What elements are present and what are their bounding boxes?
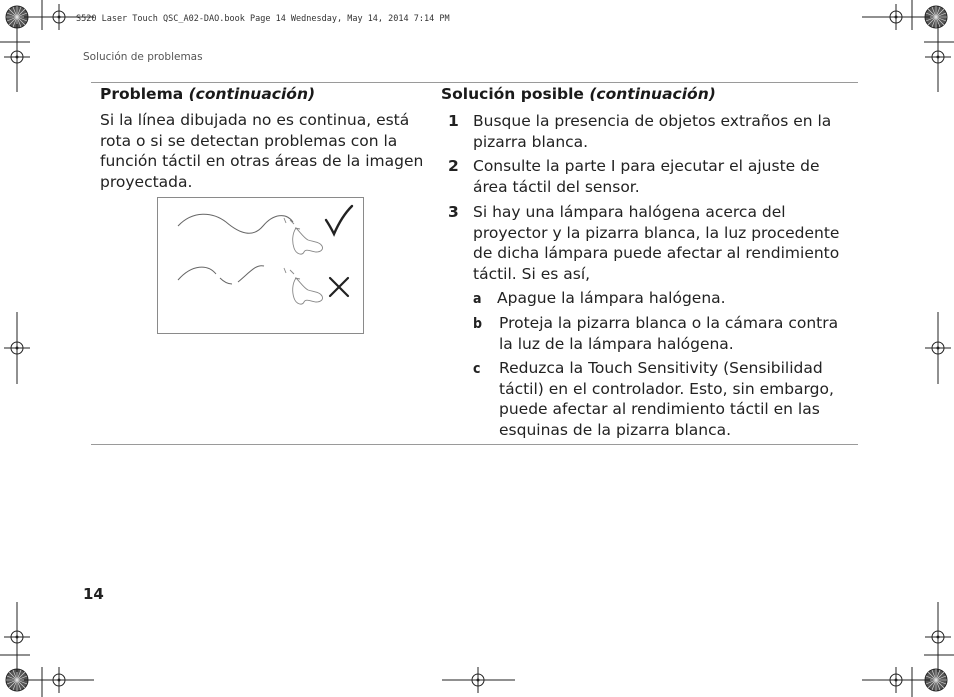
section-label: Solución de problemas (83, 51, 203, 63)
step-text: Busque la presencia de objetos extraños en la pizarra blanca. (473, 112, 832, 151)
solution-heading-text: Solución posible (441, 85, 590, 103)
substep-text: Apague la lámpara halógena. (497, 289, 726, 307)
page-number: 14 (83, 585, 104, 603)
step-number: 2 (448, 157, 459, 175)
substep-letter: c (473, 361, 481, 377)
step-number: 1 (448, 112, 459, 130)
substep-letter: a (473, 291, 482, 307)
problem-heading-text: Problema (100, 85, 189, 103)
print-header: S520 Laser Touch QSC_A02-DAO.book Page 14 Wednesday, May 14, 2014 7:14 PM (76, 14, 450, 24)
substep-text: Reduzca la Touch Sensitivity (Sensibilidad táctil) en el controlador. Esto, sin embargo, puede afectar al rendimiento táctil en las esquinas de la pizarra blanca. (499, 359, 834, 439)
problem-heading-continued: (continuación) (188, 85, 316, 103)
problem-description: Si la línea dibujada no es continua, está rota o si se detectan problemas con la función táctil en otras áreas de la imagen proyectada. (100, 111, 424, 191)
solution-heading-continued: (continuación) (589, 85, 716, 103)
step-number: 3 (448, 203, 459, 221)
step-text: Si hay una lámpara halógena acerca del proyector y la pizarra blanca, la luz procedente de dicha lámpara puede afectar al rendimiento táctil. Si es así, (473, 203, 840, 283)
step-text: Consulte la parte I para ejecutar el ajuste de área táctil del sensor. (473, 157, 820, 196)
substep-text: Proteja la pizarra blanca o la cámara contra la luz de la lámpara halógena. (499, 314, 839, 353)
substep-letter: b (473, 316, 483, 332)
